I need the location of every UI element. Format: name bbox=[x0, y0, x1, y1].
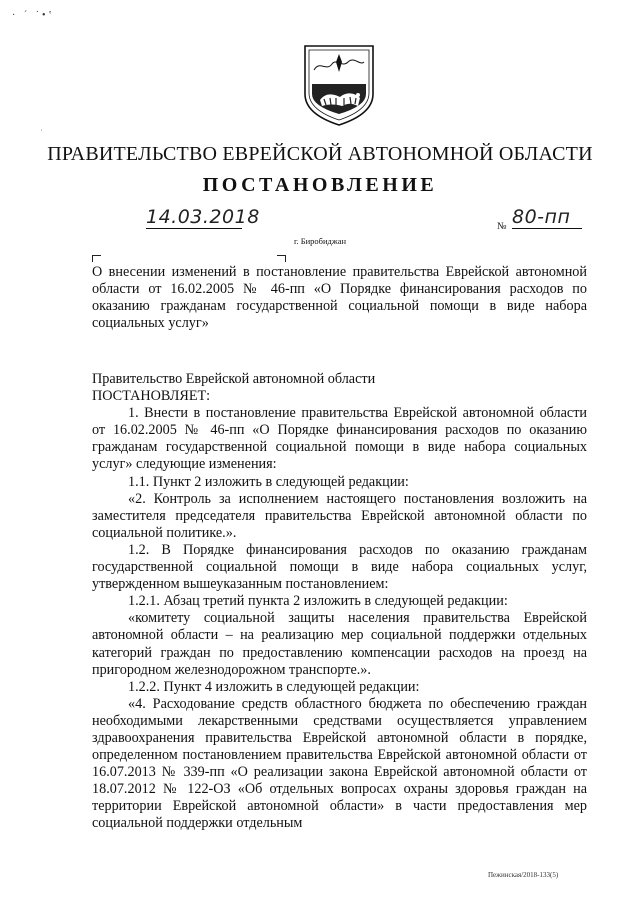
body-paragraph: 1. Внести в постановление правительства Еврейской автономной области от 16.02.2005 № 46-пп «О Порядке финансирования расходов по оказанию гражданам государственной социальной помощи в виде набора социальных услуг» следующие изменения: bbox=[92, 405, 587, 473]
document-number: 80-пп bbox=[512, 206, 582, 229]
body-paragraph: «4. Расходование средств областного бюджета по обеспечению граждан необходимыми лекарственными средствами осуществляется управлением здравоохранения правительства Еврейской автономной области в порядке, определенном постановлением правительства Еврейской автономной области от 16.07.2013 № 339-пп «О реализации закона Еврейской автономной области от 18.07.2012 № 122-ОЗ «Об отдельных вопросах охраны здоровья граждан на территории Еврейской автономной области» в части предоставления мер социальной поддержки отдельным bbox=[92, 695, 587, 832]
coat-of-arms-emblem-icon bbox=[302, 42, 376, 128]
subject-bracket-right bbox=[277, 255, 286, 262]
body-paragraph: 1.2. В Порядке финансирования расходов по оказанию гражданам государственной социальной помощи в виде набора социальных услуг, утвержденном вышеуказанным постановлением: bbox=[92, 541, 587, 593]
government-title: ПРАВИТЕЛЬСТВО ЕВРЕЙСКОЙ АВТОНОМНОЙ ОБЛАСТИ bbox=[47, 143, 593, 165]
body-paragraph: «2. Контроль за исполнением настоящего постановления возложить на заместителя председателя правительства Еврейской автономной области по социальной политике.». bbox=[92, 490, 587, 541]
document-date: 14.03.2018 bbox=[146, 206, 260, 228]
body-paragraph: 1.2.2. Пункт 4 изложить в следующей редакции: bbox=[128, 678, 420, 695]
document-subject: О внесении изменений в постановление правительства Еврейской автономной области от 16.02.2005 № 46-пп «О Порядке финансирования расходов по оказанию гражданам государственной социальной помощи в виде набора социальных услуг» bbox=[92, 264, 587, 331]
body-paragraph: ПОСТАНОВЛЯЕТ: bbox=[92, 388, 211, 405]
document-type: ПОСТАНОВЛЕНИЕ bbox=[202, 174, 438, 196]
body-paragraph: 1.1. Пункт 2 изложить в следующей редакции: bbox=[128, 473, 409, 490]
document-body bbox=[92, 371, 587, 833]
body-paragraph: 1.2.1. Абзац третий пункта 2 изложить в следующей редакции: bbox=[128, 593, 508, 610]
city-label: г. Биробиджан bbox=[293, 236, 347, 246]
scan-specks: · ´ ˙•ʽ bbox=[12, 10, 55, 21]
body-paragraph: «комитету социальной защиты населения правительства Еврейской автономной области – на реализацию мер социальной поддержки отдельных категорий граждан по предоставлению компенсации расходов на проезд на пригородном железнодорожном транспорте.». bbox=[92, 610, 587, 678]
body-paragraph: Правительство Еврейской автономной области bbox=[92, 371, 376, 387]
footer-code: Пежинская/2018-133(5) bbox=[488, 871, 559, 879]
scan-speck: ˙ bbox=[40, 128, 43, 137]
subject-bracket-left bbox=[92, 255, 101, 262]
number-prefix: № bbox=[497, 221, 507, 232]
